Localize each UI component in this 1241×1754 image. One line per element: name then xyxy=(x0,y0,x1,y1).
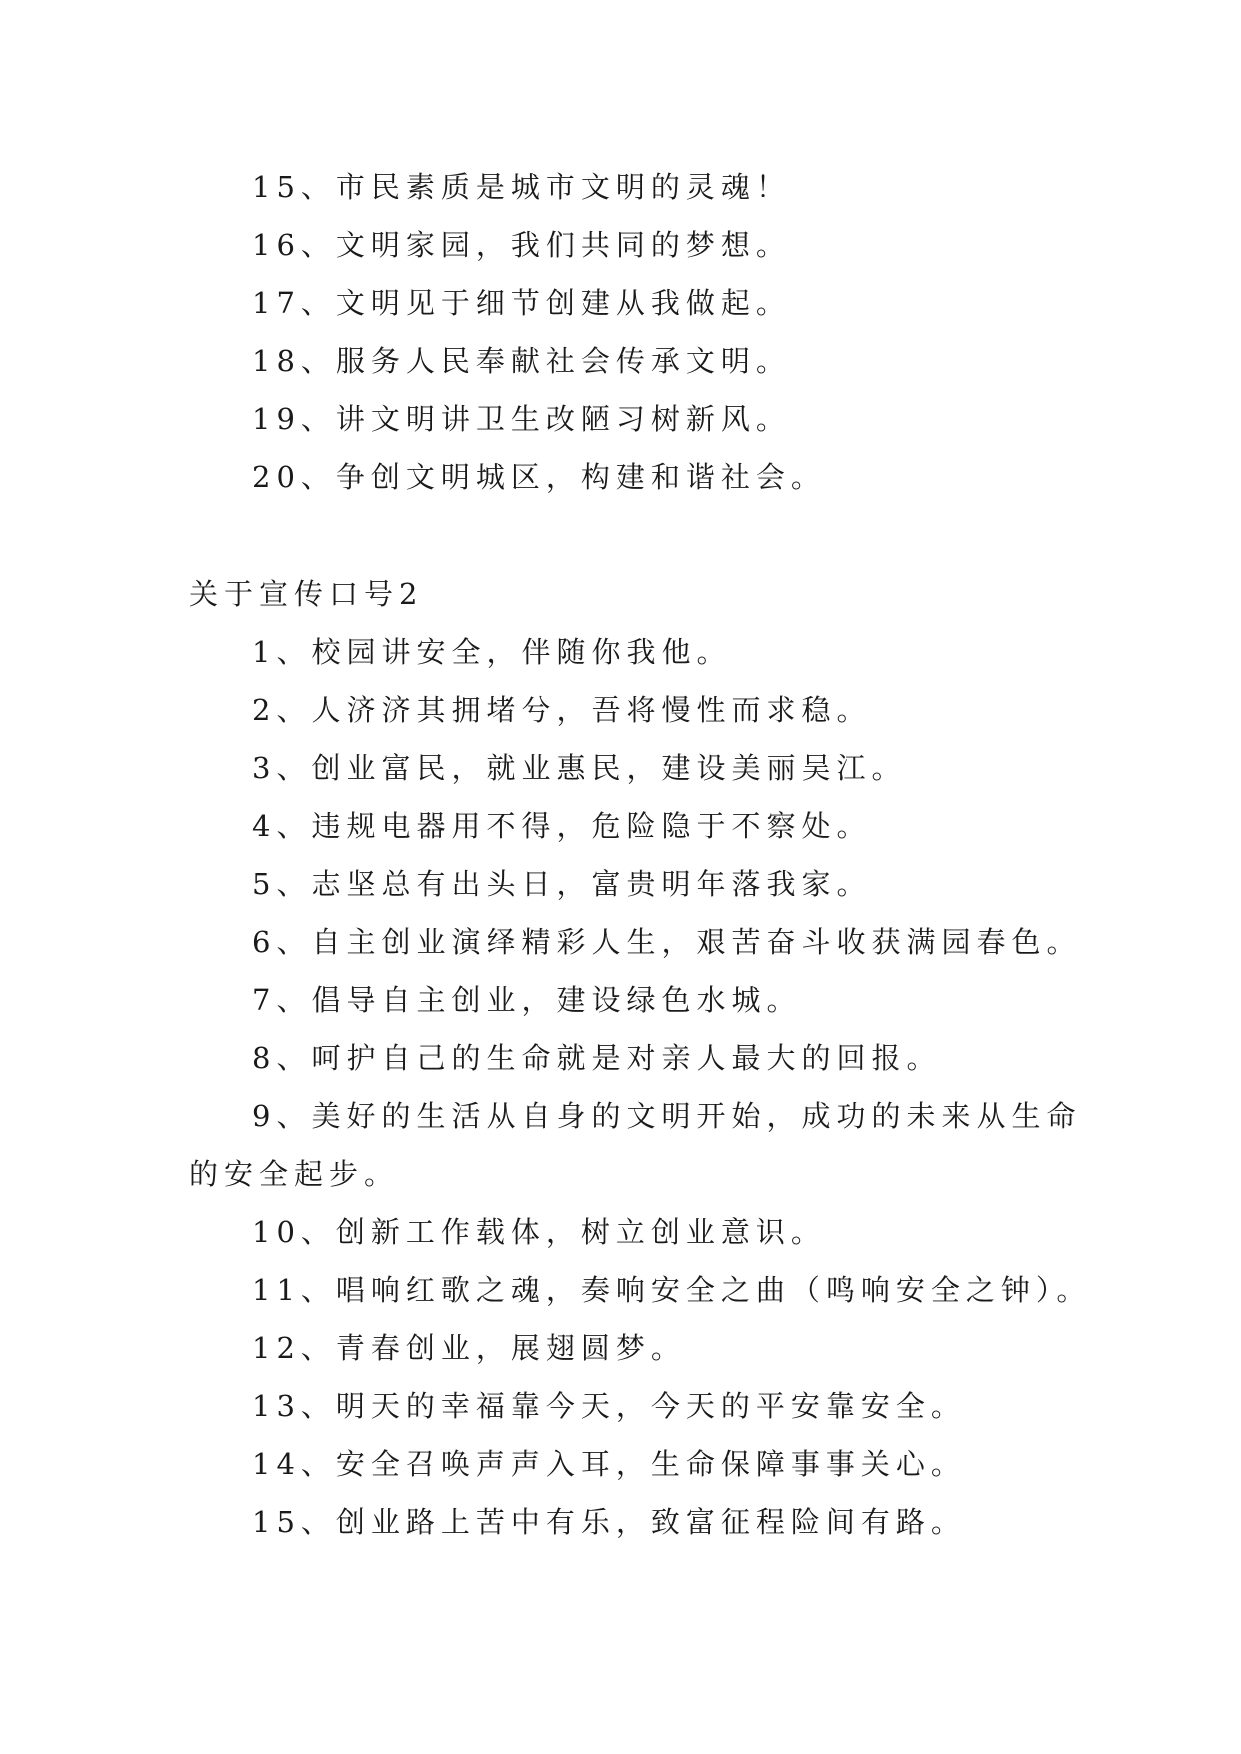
slogan-item: 13、明天的幸福靠今天，今天的平安靠安全。 xyxy=(252,1389,966,1423)
slogan-item: 19、讲文明讲卫生改陋习树新风。 xyxy=(252,402,791,436)
section-heading: 关于宣传口号2 xyxy=(189,577,424,611)
slogan-item: 18、服务人民奉献社会传承文明。 xyxy=(252,344,791,378)
slogan-item: 15、创业路上苦中有乐，致富征程险间有路。 xyxy=(252,1505,966,1539)
slogan-item: 12、青春创业，展翅圆梦。 xyxy=(252,1331,686,1365)
slogan-item: 16、文明家园，我们共同的梦想。 xyxy=(252,228,791,262)
slogan-item: 2、人济济其拥堵兮，吾将慢性而求稳。 xyxy=(252,693,872,727)
slogan-item: 10、创新工作载体，树立创业意识。 xyxy=(252,1215,826,1249)
slogan-item: 9、美好的生活从自身的文明开始，成功的未来从生命 xyxy=(252,1099,1082,1133)
slogan-item: 20、争创文明城区，构建和谐社会。 xyxy=(252,460,826,494)
slogan-item: 6、自主创业演绎精彩人生，艰苦奋斗收获满园春色。 xyxy=(252,925,1082,959)
slogan-item: 8、呵护自己的生命就是对亲人最大的回报。 xyxy=(252,1041,942,1075)
slogan-item: 14、安全召唤声声入耳，生命保障事事关心。 xyxy=(252,1447,966,1481)
slogan-item-continuation: 的安全起步。 xyxy=(189,1157,400,1191)
slogan-item: 7、倡导自主创业，建设绿色水城。 xyxy=(252,983,802,1017)
slogan-item: 11、唱响红歌之魂，奏响安全之曲（鸣响安全之钟）。 xyxy=(252,1273,1092,1307)
slogan-item: 5、志坚总有出头日，富贵明年落我家。 xyxy=(252,867,872,901)
slogan-item: 15、市民素质是城市文明的灵魂！ xyxy=(252,170,791,204)
slogan-item: 3、创业富民，就业惠民，建设美丽吴江。 xyxy=(252,751,907,785)
slogan-item: 1、校园讲安全，伴随你我他。 xyxy=(252,635,732,669)
slogan-item: 4、违规电器用不得，危险隐于不察处。 xyxy=(252,809,872,843)
slogan-item: 17、文明见于细节创建从我做起。 xyxy=(252,286,791,320)
